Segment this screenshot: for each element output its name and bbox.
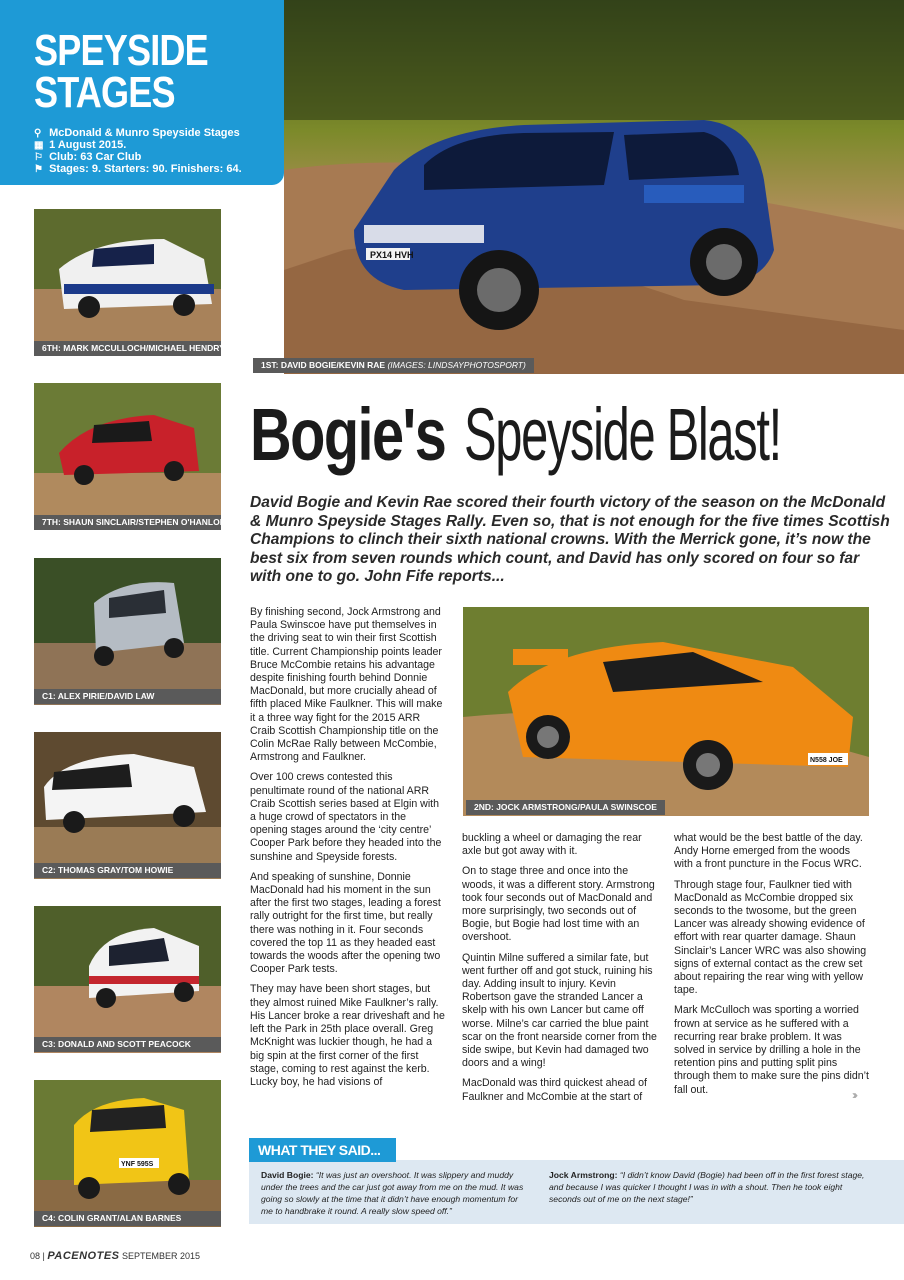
paragraph: Mark McCulloch was sporting a worried frown at service as he suffered with a recurring rear brake problem. It was solved in service by drilling a hole in the retention pins and putting split pins through them to make sure the pins didn’t fall out. bbox=[674, 1004, 869, 1096]
side-photo-1 bbox=[34, 209, 221, 356]
second-photo bbox=[463, 607, 869, 816]
side-photo-5-caption: C3: DONALD AND SCOTT PEACOCK bbox=[34, 1037, 221, 1052]
side-photo-4 bbox=[34, 732, 221, 879]
section-title: SPEYSIDE STAGES bbox=[34, 26, 208, 117]
stats-line: ⚑ Stages: 9. Starters: 90. Finishers: 64. bbox=[34, 163, 242, 175]
paragraph: And speaking of sunshine, Donnie MacDonald had his moment in the sun after the first two stages, leading a forest rally outright for the first time, but really there was nothing in it. Four seconds covered the top 11 as they headed east towards the woods after the opening two Cooper Park tests. bbox=[250, 870, 441, 976]
body-column-1 bbox=[250, 606, 446, 1096]
club-icon: ⚐ bbox=[34, 152, 43, 163]
club-line: ⚐ Club: 63 Car Club bbox=[34, 151, 142, 163]
plate-text: N558 JOE bbox=[810, 757, 843, 764]
side-photo-6-caption: C4: COLIN GRANT/ALAN BARNES bbox=[34, 1211, 221, 1226]
side-photo-3-caption: C1: ALEX PIRIE/DAVID LAW bbox=[34, 689, 221, 704]
page-footer: 08 | PACENOTES SEPTEMBER 2015 bbox=[30, 1250, 201, 1262]
side-photo-2 bbox=[34, 383, 221, 530]
paragraph: They may have been short stages, but they almost ruined Mike Faulkner’s rally. His Lancer broke a rear driveshaft and he left the Park in 25th place overall. Greg McKnight was luckier though, he had a big spin at the first corner of the first stage, coming to rest against the kerb. Lucky boy, he had visions of bbox=[250, 983, 445, 1088]
headline: Bogie's Speyside Blast! bbox=[250, 393, 782, 476]
paragraph: buckling a wheel or damaging the rear axle but got away with it. bbox=[462, 832, 642, 858]
date-line: ▦ 1 August 2015. bbox=[34, 139, 127, 151]
what-they-said-title: WHAT THEY SAID... bbox=[249, 1138, 396, 1162]
more-arrows-icon: ››› bbox=[852, 1088, 855, 1102]
side-photo-3 bbox=[34, 558, 221, 705]
plate-text: YNF 595S bbox=[121, 1161, 154, 1168]
main-photo bbox=[284, 0, 904, 374]
paragraph: On to stage three and once into the woods, it was a different story. Armstrong took four seconds out of MacDonald and more surprisingly, two seconds out of Bogie, but Bogie had lost time with an overshoot. bbox=[462, 865, 655, 944]
side-photo-1-caption: 6TH: MARK MCCULLOCH/MICHAEL HENDRY bbox=[34, 341, 221, 356]
paragraph: Quintin Milne suffered a similar fate, but went further off and got stuck, ruining his day. Adding insult to injury. Kevin Robertson gave the stranded Lancer a skelp with his own Lancer but came off worse. Milne’s car carried the blue paint scar on the front nearside corner from the side swipe, but Kevin had damaged two doors and a wing! bbox=[462, 951, 657, 1070]
event-line: ⚲ McDonald & Munro Speyside Stages bbox=[34, 127, 240, 139]
main-photo-caption: 1ST: DAVID BOGIE/KEVIN RAE (IMAGES: LINDSAYPHOTOSPORT) bbox=[253, 358, 534, 373]
standfirst: David Bogie and Kevin Rae scored their fourth victory of the season on the McDonald & Munro Speyside Stages Rally. Even so, that is not enough for the five times Scottish Champions to clinch their sixth national crowns. With the Merrick gone, it’s now the best six from seven rounds which count, and David has only scored on four so far with one to go. John Fife reports... bbox=[250, 494, 890, 585]
quote-armstrong: Jock Armstrong: “I didn’t know David (Bogie) had been off in the first forest stage, and because I was quicker I thought I was in with a shout. Then he took eight seconds out of me on the next stage!” bbox=[549, 1170, 865, 1204]
paragraph: Over 100 crews contested this penultimate round of the national ARR Craib Scottish series based at Elgin with a huge crowd of spectators in the opening stages around the ‘city centre’ Cooper Park before they headed into the sunshine and Speyside forests. bbox=[250, 771, 442, 863]
paragraph: By finishing second, Jock Armstrong and Paula Swinscoe have put themselves in the driving seat to win their first Scottish title. Current Championship points leader Bruce McCombie retains his advantage despite finishing fourth behind Donnie MacDonald, but more crucially ahead of fifth placed Mike Faulkner. This will make it a three way fight for the 2015 ARR Craib Scottish Championship title on the Colin McRae Rally between McCombie, Armstrong and Faulkner. bbox=[250, 606, 443, 764]
map-pin-icon: ⚲ bbox=[34, 128, 42, 139]
side-photo-4-caption: C2: THOMAS GRAY/TOM HOWIE bbox=[34, 863, 221, 878]
paragraph: Through stage four, Faulkner tied with MacDonald as McCombie dropped six seconds to the twosome, but the green Lancer was already showing evidence of effort with rear quarter damage. Shaun Sinclair’s Lancer WRC was also showing signs of external contact as the crew set about repairing the rear wing with yellow tape. bbox=[674, 878, 867, 997]
side-photo-2-caption: 7TH: SHAUN SINCLAIR/STEPHEN O'HANLON bbox=[34, 515, 221, 530]
page-number: 08 bbox=[30, 1251, 41, 1261]
paragraph: MacDonald was third quickest ahead of Faulkner and McCombie at the start of bbox=[462, 1077, 647, 1103]
side-photo-5 bbox=[34, 906, 221, 1053]
calendar-icon: ▦ bbox=[34, 140, 44, 151]
issue-date: SEPTEMBER 2015 bbox=[122, 1251, 201, 1261]
paragraph: what would be the best battle of the day. Andy Horne emerged from the woods with a front puncture in the Focus WRC. bbox=[674, 832, 863, 871]
plate-text: PX14 HVH bbox=[370, 250, 414, 260]
magazine-brand: PACENOTES bbox=[47, 1250, 120, 1262]
body-column-2 bbox=[462, 832, 658, 1111]
side-photo-6 bbox=[34, 1080, 221, 1227]
quote-bogie: David Bogie: “It was just an overshoot. It was slippery and muddy under the trees and the car just got away from me on the mud. It was going so slowly at the time that it didn’t have enough momentum for me to handbrake it round. A really slow speed off.” bbox=[261, 1170, 524, 1216]
second-photo-caption: 2ND: JOCK ARMSTRONG/PAULA SWINSCOE bbox=[466, 800, 665, 815]
body-column-3 bbox=[674, 832, 870, 1104]
flag-icon: ⚑ bbox=[34, 164, 43, 175]
